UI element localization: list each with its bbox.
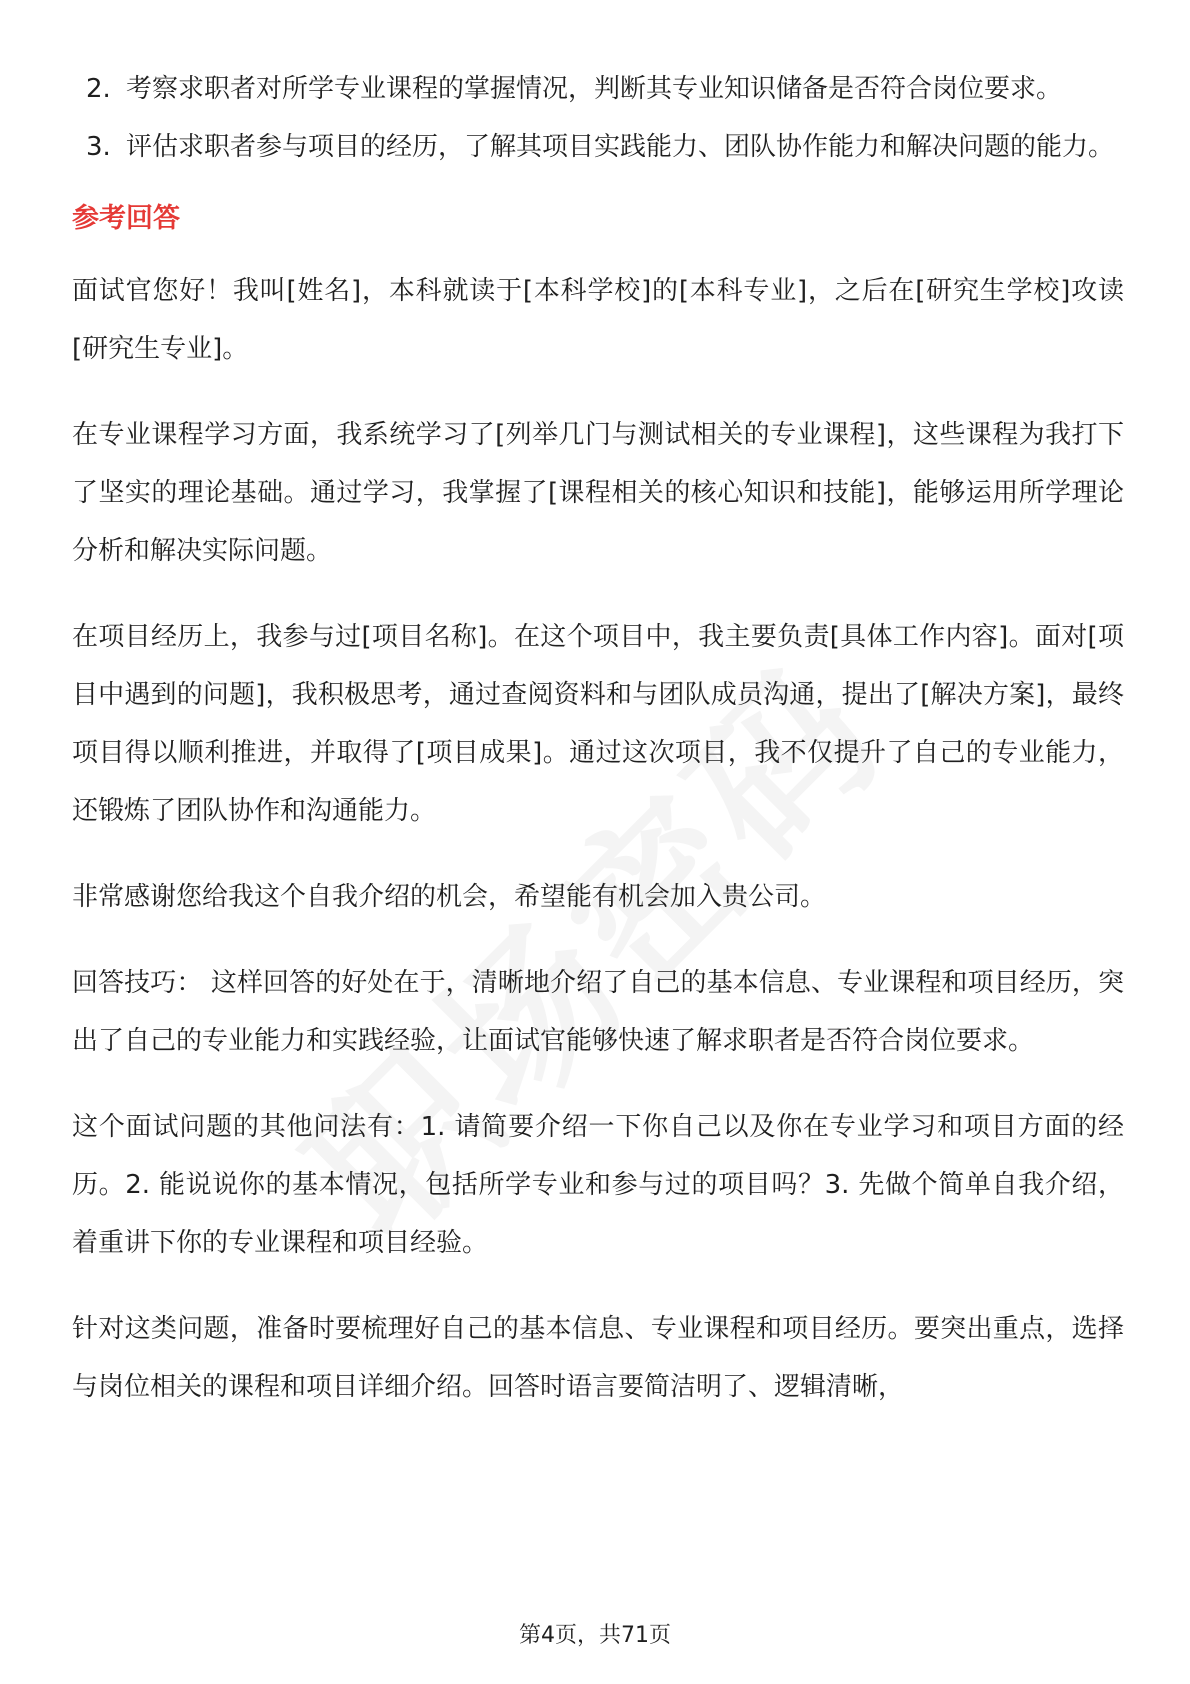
list-text: 评估求职者参与项目的经历，了解其项目实践能力、团队协作能力和解决问题的能力。 [126,132,1115,162]
paragraph: 这个面试问题的其他问法有：1. 请简要介绍一下你自己以及你在专业学习和项目方面的经历。2. 能说说你的基本情况，包括所学专业和参与过的项目吗？3. 先做个简单自我介绍，着重讲下你的专业课程和项目经验。 [72,1112,1124,1258]
paragraph: 针对这类问题，准备时要梳理好自己的基本信息、专业课程和项目经历。要突出重点，选择与岗位相关的课程和项目详细介绍。回答时语言要简洁明了、逻辑清晰， [72,1314,1124,1402]
page-footer: 第4页，共71页 [519,1623,671,1648]
list-item [72,60,1124,118]
section-heading: 参考回答 [72,203,180,234]
list-number: 3. [86,132,111,162]
list-number: 2. [86,74,111,104]
list-item [72,118,1124,176]
paragraph: 面试官您好！我叫[姓名]，本科就读于[本科学校]的[本科专业]，之后在[研究生学校]攻读[研究生专业]。 [72,276,1124,364]
paragraph: 在项目经历上，我参与过[项目名称]。在这个项目中，我主要负责[具体工作内容]。面对[项目中遇到的问题]，我积极思考，通过查阅资料和与团队成员沟通，提出了[解决方案]，最终项目得以顺利推进，并取得了[项目成果]。通过这次项目，我不仅提升了自己的专业能力，还锻炼了团队协作和沟通能力。 [72,622,1124,826]
paragraph: 回答技巧： 这样回答的好处在于，清晰地介绍了自己的基本信息、专业课程和项目经历，突出了自己的专业能力和实践经验，让面试官能够快速了解求职者是否符合岗位要求。 [72,968,1124,1056]
numbered-list [72,60,1124,176]
paragraph: 在专业课程学习方面，我系统学习了[列举几门与测试相关的专业课程]，这些课程为我打下了坚实的理论基础。通过学习，我掌握了[课程相关的核心知识和技能]，能够运用所学理论分析和解决实际问题。 [72,420,1124,566]
list-text: 考察求职者对所学专业课程的掌握情况，判断其专业知识储备是否符合岗位要求。 [126,74,1063,104]
document-page [72,60,1124,1444]
paragraph: 非常感谢您给我这个自我介绍的机会，希望能有机会加入贵公司。 [72,882,827,912]
